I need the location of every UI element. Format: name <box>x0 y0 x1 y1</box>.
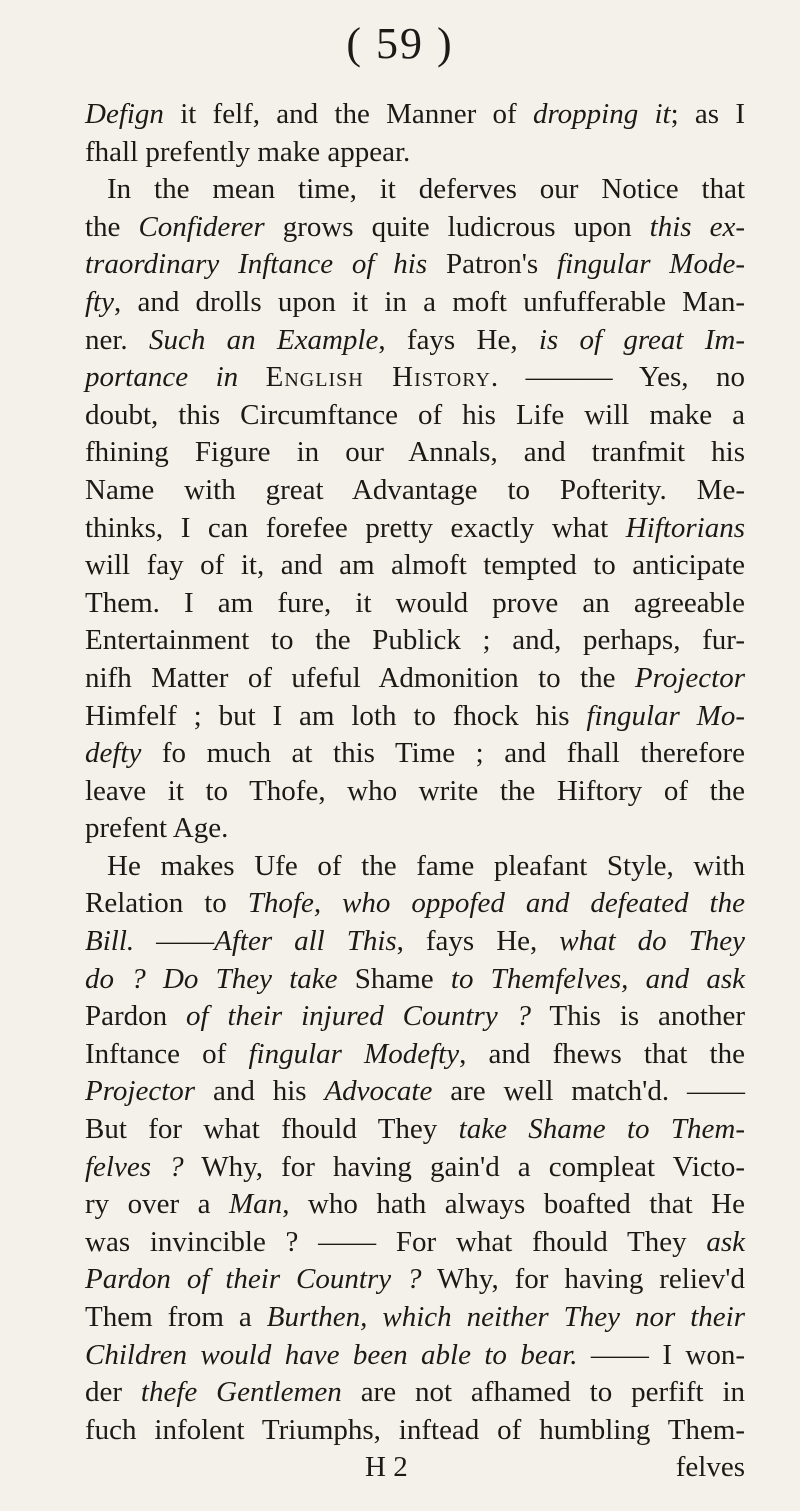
text-line <box>85 434 745 472</box>
italic-phrase: ask <box>706 1225 745 1258</box>
text-run: —— I won- <box>577 1338 745 1371</box>
text-line <box>85 622 745 660</box>
text-run: the <box>85 210 139 243</box>
text-run: ner. <box>85 323 149 356</box>
text-line <box>85 1337 745 1375</box>
text-line <box>85 397 745 435</box>
italic-phrase: what do They <box>559 925 745 958</box>
body-text <box>85 96 745 1487</box>
italic-phrase: Hiftorians <box>625 511 745 544</box>
italic-phrase: Bill. <box>85 925 135 958</box>
page-number: ( 59 ) <box>346 19 454 68</box>
text-run <box>238 361 266 393</box>
text-run: der <box>85 1376 141 1409</box>
text-run: . ——— Yes, no <box>490 361 745 394</box>
italic-phrase: Advocate <box>324 1075 433 1108</box>
text-run: are not afhamed to perfift in <box>341 1376 745 1409</box>
italic-phrase: Pardon of their Country ? <box>85 1263 422 1296</box>
italic-phrase: Such an Example <box>148 323 379 356</box>
text-line <box>85 1261 745 1299</box>
italic-phrase: do ? Do They take <box>85 962 338 995</box>
text-run: , fays He, <box>396 925 560 958</box>
text-run: will fay of it, and am almoft tempted to anticipate <box>85 549 745 582</box>
italic-phrase: fingular Modefty <box>248 1037 460 1070</box>
text-line <box>85 848 745 886</box>
text-line <box>85 322 745 360</box>
text-run: , and fhews that the <box>459 1037 745 1070</box>
italic-phrase: thefe Gentlemen <box>140 1376 342 1409</box>
text-run: Name with great Advantage to Pofterity. Me- <box>85 473 745 506</box>
italic-phrase: Projector <box>634 661 745 694</box>
text-run: doubt, this Circumftance of his Life will make a <box>85 398 745 431</box>
text-line <box>85 96 745 134</box>
italic-phrase: Thofe, who oppofed and defeated the <box>247 887 745 920</box>
signature-line <box>85 1449 745 1487</box>
text-run: English History <box>265 361 491 394</box>
italic-phrase: of their injured Country ? <box>186 1000 532 1033</box>
text-line <box>85 472 745 510</box>
text-run: Entertainment to the Publick ; and, perhaps, fur- <box>85 624 745 657</box>
text-line <box>85 1374 745 1412</box>
text-line <box>85 1073 745 1111</box>
text-line <box>85 660 745 698</box>
italic-phrase: defty <box>85 737 142 770</box>
italic-phrase: felves ? <box>85 1150 184 1183</box>
text-line <box>85 885 745 923</box>
italic-phrase: portance in <box>85 361 239 394</box>
text-line <box>85 585 745 623</box>
italic-phrase: Confiderer <box>138 210 265 243</box>
text-run: ry over a <box>85 1188 230 1221</box>
text-run: This is another <box>531 1000 745 1033</box>
text-line <box>85 171 745 209</box>
text-run: fhall prefently make appear. <box>85 135 411 168</box>
text-run: leave it to Thofe, who write the Hiftory of the <box>85 774 745 807</box>
italic-phrase: to Themfelves, and ask <box>450 962 746 995</box>
text-line <box>85 1149 745 1187</box>
text-run: grows quite ludicrous upon <box>264 210 650 243</box>
text-run: Relation to <box>85 887 248 920</box>
text-run: ; as I <box>670 98 745 130</box>
text-run: and his <box>195 1075 325 1108</box>
text-line <box>85 1036 745 1074</box>
italic-phrase: Children would have been able to bear. <box>85 1338 578 1371</box>
italic-phrase: Man <box>229 1188 283 1221</box>
text-run: Pardon <box>85 1000 187 1033</box>
text-line <box>85 359 745 397</box>
text-run: Shame <box>337 962 451 995</box>
text-run: In the mean time, it deferves our Notice that <box>107 173 745 206</box>
italic-phrase: Defign <box>85 98 164 130</box>
italic-phrase: Burthen, which neither They nor their <box>266 1301 745 1333</box>
text-line <box>85 1224 745 1262</box>
italic-phrase: dropping it <box>532 98 671 130</box>
text-run: Inftance of <box>85 1037 249 1070</box>
text-run: Why, for having reliev'd <box>421 1263 746 1296</box>
catchword: felves <box>675 1451 745 1484</box>
italic-phrase: take Shame to Them- <box>458 1113 745 1146</box>
text-line <box>85 810 745 848</box>
text-line <box>85 961 745 999</box>
text-run: thinks, I can forefee pretty exactly what <box>85 511 626 544</box>
italic-phrase: traordinary Inftance of his <box>85 248 428 281</box>
text-run: fo much at this Time ; and fhall therefore <box>141 737 745 770</box>
text-line <box>85 998 745 1036</box>
text-run: fhining Figure in our Annals, and tranfmit his <box>85 436 745 469</box>
text-line <box>85 923 745 961</box>
text-line <box>85 773 745 811</box>
signature-mark: H 2 <box>365 1451 408 1484</box>
text-run: prefent Age. <box>85 812 229 845</box>
text-run: But for what fhould They <box>85 1113 459 1146</box>
text-line <box>85 246 745 284</box>
text-line <box>85 1412 745 1450</box>
text-run: Them. I am fure, it would prove an agreeable <box>85 586 745 619</box>
text-run: Why, for having gain'd a compleat Victo- <box>183 1150 746 1183</box>
italic-phrase: is of great Im- <box>538 323 745 356</box>
text-run: Himfelf ; but I am loth to fhock his <box>85 699 587 732</box>
text-line <box>85 284 745 322</box>
text-run: are well match'd. —— <box>432 1075 745 1108</box>
text-run: —— <box>134 925 215 958</box>
text-run: , and drolls upon it in a moft unfufferable Man- <box>114 285 745 318</box>
italic-phrase: fty <box>85 285 114 318</box>
text-run: , who hath always boafted that He <box>282 1188 745 1221</box>
text-line <box>85 134 745 172</box>
text-run: He makes Ufe of the fame pleafant Style, with <box>107 849 745 882</box>
text-line <box>85 1299 745 1337</box>
italic-phrase: fingular Mode- <box>557 248 745 281</box>
italic-phrase: After all This <box>214 925 397 958</box>
text-line <box>85 547 745 585</box>
text-line <box>85 510 745 548</box>
italic-phrase: fingular Mo- <box>586 699 745 732</box>
italic-phrase: this ex- <box>649 210 745 243</box>
text-run: fuch infolent Triumphs, inftead of humbling Them- <box>85 1413 745 1446</box>
text-line <box>85 209 745 247</box>
text-run: , fays He, <box>378 323 539 356</box>
text-run: Patron's <box>427 248 558 281</box>
text-run: Them from a <box>85 1301 267 1333</box>
text-run: nifh Matter of ufeful Admonition to the <box>85 661 635 694</box>
italic-phrase: Projector <box>85 1075 196 1108</box>
text-run: was invincible ? —— For what fhould They <box>85 1225 707 1258</box>
text-line <box>85 735 745 773</box>
text-line <box>85 1111 745 1149</box>
text-line <box>85 1186 745 1224</box>
text-line <box>85 698 745 736</box>
text-run: it felf, and the Manner of <box>163 98 533 130</box>
